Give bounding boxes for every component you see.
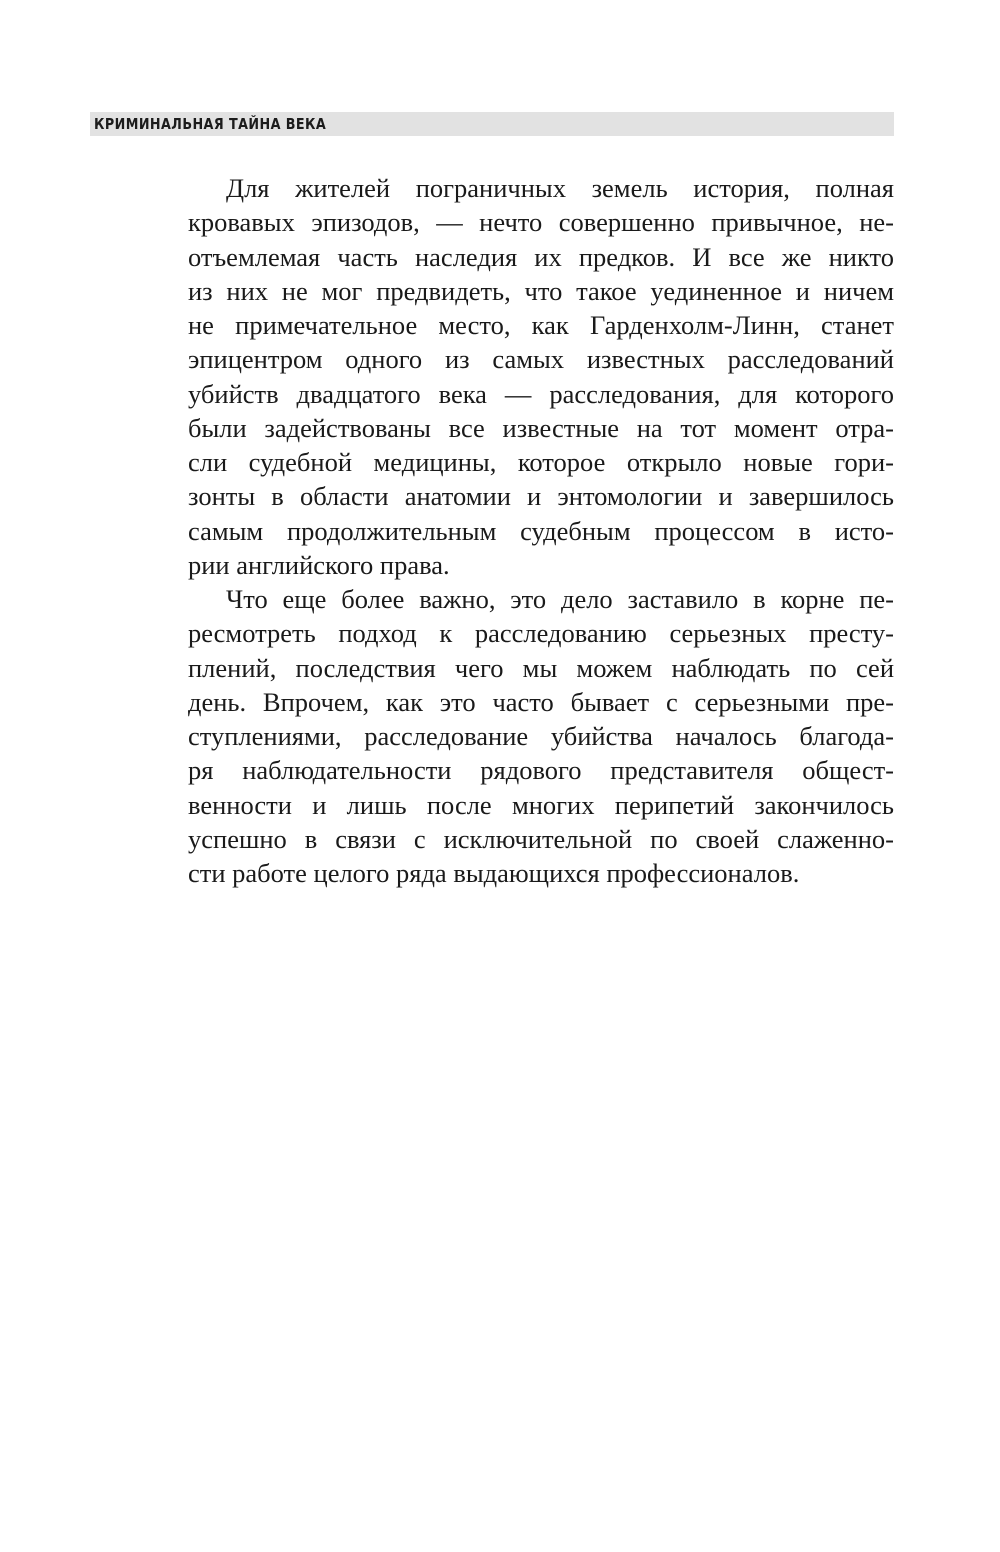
text-line: венности и лишь после многих перипетий закончилось <box>188 789 894 820</box>
text-line: плений, последствия чего мы можем наблюдать по сей <box>188 652 894 683</box>
body-text <box>188 171 894 890</box>
text-line: сти работе целого ряда выдающихся профессионалов. <box>188 858 800 888</box>
paragraph-2 <box>188 582 894 890</box>
text-line: Для жителей пограничных земель история, полная <box>226 173 894 203</box>
text-line: сли судебной медицины, которое открыло новые гори- <box>188 447 894 477</box>
text-line: успешно в связи с исключительной по своей слаженно- <box>188 823 894 854</box>
text-line: Что еще более важно, это дело заставило в корне пе- <box>226 584 894 614</box>
text-line: ря наблюдательности рядового представителя общест- <box>188 755 894 786</box>
running-header-title: КРИМИНАЛЬНАЯ ТАЙНА ВЕКА <box>94 115 327 133</box>
running-header <box>90 112 894 136</box>
text-line: самым продолжительным судебным процессом в исто- <box>188 515 894 546</box>
text-line: не примечательное место, как Гарденхолм-Линн, станет <box>188 310 894 340</box>
text-line: отъемлемая часть наследия их предков. И все же никто <box>188 241 894 272</box>
text-line: ресмотреть подход к расследованию серьезных престу- <box>188 618 894 649</box>
text-line: ступлениями, расследование убийства началось благода- <box>188 721 894 751</box>
text-line: убийств двадцатого века — расследования, для которого <box>188 378 894 409</box>
text-line: зонты в области анатомии и энтомологии и завершилось <box>188 481 894 512</box>
text-line: рии английского права. <box>188 549 450 580</box>
text-line: были задействованы все известные на тот момент отра- <box>188 412 894 443</box>
text-line: день. Впрочем, как это часто бывает с серьезными пре- <box>188 686 894 717</box>
paragraph-1 <box>188 171 894 582</box>
text-line: из них не мог предвидеть, что такое уединенное и ничем <box>188 275 894 306</box>
text-line: эпицентром одного из самых известных расследований <box>188 344 894 375</box>
text-line: кровавых эпизодов, — нечто совершенно привычное, не- <box>188 207 894 238</box>
